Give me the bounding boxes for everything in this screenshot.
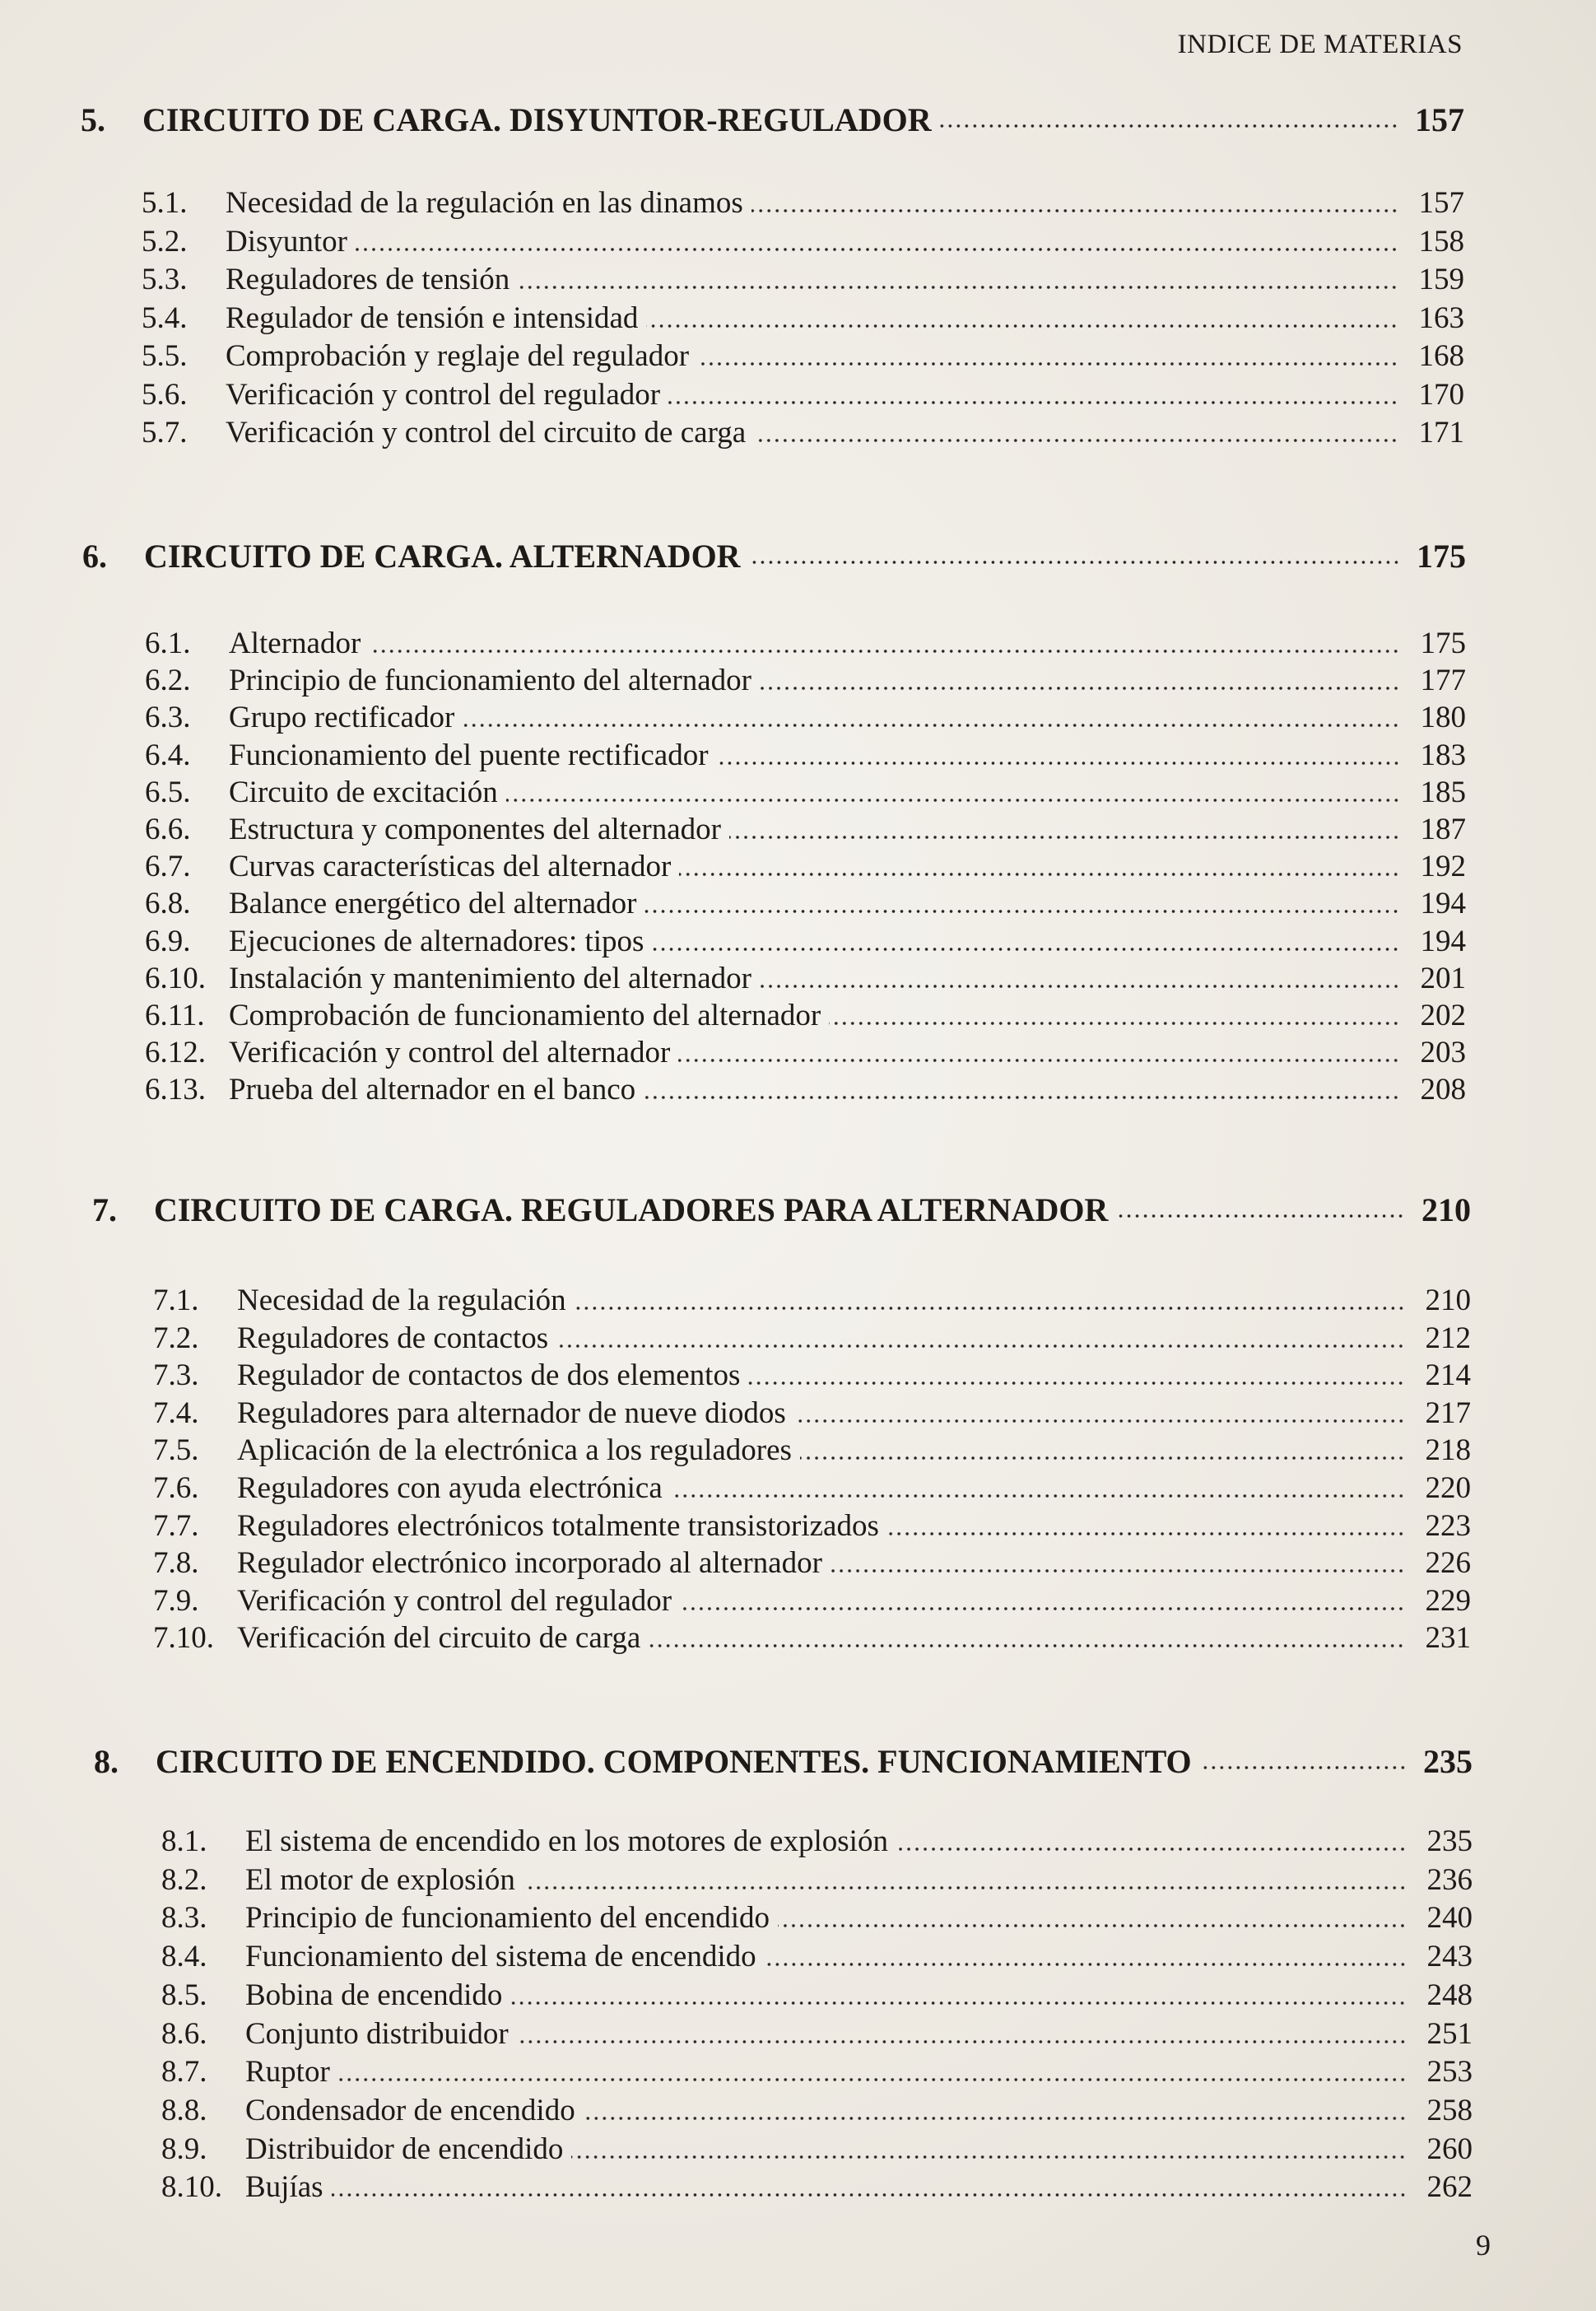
entry-page: 236 <box>1426 1862 1473 1897</box>
entry-page: 202 <box>1420 999 1466 1032</box>
entry-title: Condensador de encendido <box>245 2093 575 2127</box>
entry-title: Disyuntor <box>226 224 347 259</box>
entry-title: Curvas características del alternador <box>229 850 672 884</box>
entry-number: 6.8. <box>145 887 191 921</box>
toc-entry <box>142 262 1464 300</box>
dot-leader <box>671 1493 1405 1498</box>
section-title: CIRCUITO DE CARGA. DISYUNTOR-REGULADOR <box>142 101 932 138</box>
entry-page: 185 <box>1420 775 1466 809</box>
entry-number: 6.5. <box>145 775 191 809</box>
dot-leader <box>697 361 1398 366</box>
entry-page: 208 <box>1420 1073 1466 1107</box>
section-title: CIRCUITO DE CARGA. REGULADORES PARA ALTERNADOR <box>154 1191 1109 1228</box>
entry-title: Regulador de contactos de dos elementos <box>237 1358 741 1393</box>
entry-number: 7.1. <box>153 1284 199 1317</box>
entry-number: 8.5. <box>161 1978 207 2012</box>
entry-page: 177 <box>1420 664 1466 698</box>
dot-leader <box>679 872 1400 877</box>
entry-number: 7.9. <box>153 1583 199 1618</box>
entry-title: Funcionamiento del puente rectificador <box>229 738 709 772</box>
entry-title: Estructura y componentes del alternador <box>229 813 721 846</box>
dot-leader <box>556 1344 1405 1349</box>
toc-entry <box>142 301 1464 338</box>
entry-title: Comprobación de funcionamiento del alternador <box>229 999 821 1032</box>
entry-page: 171 <box>1418 416 1464 450</box>
entry-page: 158 <box>1418 224 1464 259</box>
entry-page: 220 <box>1425 1471 1471 1505</box>
toc-entry <box>153 1433 1471 1470</box>
entry-page: 183 <box>1420 738 1466 772</box>
dot-leader <box>1116 1214 1405 1218</box>
toc-entry <box>145 663 1466 701</box>
toc-entry <box>145 1072 1466 1110</box>
dot-leader <box>729 835 1400 840</box>
entry-title: Circuito de excitación <box>229 775 498 809</box>
entry-page: 214 <box>1425 1358 1471 1393</box>
dot-leader <box>517 2039 1407 2044</box>
toc-entry <box>161 2054 1473 2092</box>
toc-entry <box>142 377 1464 415</box>
toc-entry <box>153 1508 1471 1546</box>
entry-title: Prueba del alternador en el banco <box>229 1073 636 1107</box>
section-title: CIRCUITO DE ENCENDIDO. COMPONENTES. FUNCIONAMIENTO <box>156 1743 1192 1780</box>
toc-entry <box>142 338 1464 376</box>
entry-page: 159 <box>1418 263 1464 296</box>
toc-entry <box>153 1283 1471 1321</box>
entry-number: 7.7. <box>153 1508 199 1543</box>
entry-number: 6.11. <box>145 999 205 1032</box>
toc-entry <box>153 1545 1471 1583</box>
entry-title: Conjunto distribuidor <box>245 2016 509 2051</box>
toc-entry <box>161 1900 1473 1938</box>
entry-number: 6.10. <box>145 961 206 995</box>
entry-page: 194 <box>1420 924 1466 958</box>
entry-page: 229 <box>1425 1583 1471 1618</box>
entry-title: Necesidad de la regulación <box>237 1284 566 1317</box>
toc-entry <box>153 1358 1471 1395</box>
dot-leader <box>356 247 1398 252</box>
entry-number: 8.2. <box>161 1862 207 1897</box>
entry-title: Verificación y control del regulador <box>237 1583 672 1618</box>
dot-leader <box>748 1381 1405 1386</box>
entry-number: 5.1. <box>142 186 188 220</box>
entry-title: Reguladores de tensión <box>226 263 510 296</box>
dot-leader <box>678 1058 1400 1063</box>
entry-number: 5.6. <box>142 377 188 412</box>
dot-leader <box>644 909 1400 914</box>
entry-page: 163 <box>1418 301 1464 335</box>
dot-leader <box>584 2116 1407 2121</box>
section-page: 157 <box>1415 101 1464 138</box>
dot-leader <box>778 1923 1407 1928</box>
entry-title: Necesidad de la regulación en las dinamos <box>226 186 743 220</box>
entry-title: Bobina de encendido <box>245 1978 503 2012</box>
entry-page: 248 <box>1426 1978 1473 2012</box>
entry-number: 5.5. <box>142 339 188 373</box>
entry-number: 5.7. <box>142 416 188 450</box>
dot-leader <box>831 1568 1405 1573</box>
toc-entry <box>161 1824 1473 1861</box>
entry-number: 6.7. <box>145 850 191 884</box>
dot-leader <box>760 984 1400 989</box>
section-heading <box>82 537 1466 575</box>
toc-entry <box>161 1939 1473 1977</box>
section-number: 7. <box>92 1191 117 1228</box>
toc-entry <box>161 2016 1473 2054</box>
dot-leader <box>754 438 1398 443</box>
entry-title: Verificación y control del alternador <box>229 1036 671 1070</box>
entry-number: 6.1. <box>145 627 191 660</box>
entry-number: 6.12. <box>145 1036 206 1070</box>
toc-entry <box>145 961 1466 999</box>
page-number: 9 <box>1476 2229 1491 2262</box>
dot-leader <box>800 1456 1405 1461</box>
entry-page: 170 <box>1418 377 1464 412</box>
entry-number: 6.9. <box>145 924 191 958</box>
entry-page: 203 <box>1420 1036 1466 1070</box>
entry-page: 253 <box>1426 2055 1473 2090</box>
dot-leader <box>463 723 1400 728</box>
entry-title: Instalación y mantenimiento del alternador <box>229 961 751 995</box>
entry-page: 251 <box>1426 2016 1473 2051</box>
entry-page: 226 <box>1425 1546 1471 1581</box>
section-page: 210 <box>1422 1191 1471 1228</box>
toc-entry <box>145 812 1466 850</box>
section-number: 5. <box>81 101 105 138</box>
section-page: 235 <box>1423 1743 1473 1780</box>
dot-leader <box>506 798 1400 803</box>
toc-entry <box>153 1395 1471 1433</box>
entry-page: 212 <box>1425 1321 1471 1355</box>
entry-number: 7.2. <box>153 1321 199 1355</box>
toc-entry <box>145 700 1466 738</box>
entry-title: El motor de explosión <box>245 1862 515 1897</box>
dot-leader <box>896 1847 1407 1852</box>
entry-page: 218 <box>1425 1433 1471 1468</box>
entry-number: 8.9. <box>161 2132 207 2166</box>
entry-title: Reguladores para alternador de nueve diodos <box>237 1395 786 1430</box>
toc-entry <box>153 1321 1471 1358</box>
entry-page: 192 <box>1420 850 1466 884</box>
entry-title: Verificación del circuito de carga <box>237 1621 641 1656</box>
dot-leader <box>369 649 1400 654</box>
dot-leader <box>751 208 1398 213</box>
toc-entry <box>145 998 1466 1036</box>
dot-leader <box>887 1531 1405 1536</box>
section-title: CIRCUITO DE CARGA. ALTERNADOR <box>144 538 741 575</box>
toc-entry <box>145 849 1466 887</box>
dot-leader <box>794 1419 1405 1423</box>
dot-leader <box>829 1021 1400 1026</box>
entry-number: 8.4. <box>161 1940 207 1974</box>
entry-title: Grupo rectificador <box>229 701 455 735</box>
entry-title: Alternador <box>229 627 361 660</box>
dot-leader <box>652 947 1400 952</box>
entry-page: 262 <box>1426 2170 1473 2205</box>
entry-number: 6.2. <box>145 664 191 698</box>
entry-page: 157 <box>1418 186 1464 220</box>
entry-page: 217 <box>1425 1395 1471 1430</box>
toc-entry <box>145 886 1466 924</box>
toc-entry <box>161 2132 1473 2169</box>
toc-entry <box>145 924 1466 962</box>
entry-number: 8.8. <box>161 2093 207 2127</box>
entry-page: 168 <box>1418 339 1464 373</box>
dot-leader <box>518 285 1398 290</box>
entry-page: 187 <box>1420 813 1466 846</box>
entry-number: 7.6. <box>153 1471 199 1505</box>
toc-entry <box>153 1620 1471 1658</box>
entry-title: Principio de funcionamiento del encendido <box>245 1901 770 1936</box>
entry-title: Funcionamiento del sistema de encendido <box>245 1940 756 1974</box>
dot-leader <box>940 123 1398 128</box>
entry-number: 7.4. <box>153 1395 199 1430</box>
entry-number: 7.3. <box>153 1358 199 1393</box>
entry-number: 6.13. <box>145 1073 206 1107</box>
dot-leader <box>765 1962 1407 1967</box>
dot-leader <box>680 1606 1405 1611</box>
dot-leader <box>646 324 1398 328</box>
entry-page: 223 <box>1425 1508 1471 1543</box>
entry-number: 5.2. <box>142 224 188 259</box>
toc-entry <box>153 1583 1471 1621</box>
running-header: INDICE DE MATERIAS <box>1177 30 1463 59</box>
entry-number: 8.3. <box>161 1901 207 1936</box>
entry-number: 5.4. <box>142 301 188 335</box>
dot-leader <box>717 761 1400 766</box>
dot-leader <box>575 1306 1405 1311</box>
entry-title: Verificación y control del regulador <box>226 377 661 412</box>
section-heading <box>92 1190 1471 1228</box>
entry-number: 6.6. <box>145 813 191 846</box>
entry-number: 8.10. <box>161 2170 222 2205</box>
toc-entry <box>161 2169 1473 2207</box>
entry-page: 243 <box>1426 1940 1473 1974</box>
toc-entry <box>145 626 1466 664</box>
toc-entry <box>161 1862 1473 1900</box>
dot-leader <box>332 2192 1407 2197</box>
dot-leader <box>338 2077 1407 2082</box>
toc-entry <box>145 775 1466 813</box>
entry-title: Ejecuciones de alternadores: tipos <box>229 924 644 958</box>
dot-leader <box>523 1885 1407 1890</box>
entry-title: El sistema de encendido en los motores de explosión <box>245 1824 888 1858</box>
entry-page: 260 <box>1426 2132 1473 2166</box>
entry-page: 180 <box>1420 701 1466 735</box>
toc-entry <box>142 224 1464 262</box>
entry-page: 175 <box>1420 627 1466 660</box>
entry-number: 7.10. <box>153 1621 214 1656</box>
entry-page: 235 <box>1426 1824 1473 1858</box>
entry-title: Reguladores con ayuda electrónica <box>237 1471 663 1505</box>
section-number: 8. <box>94 1743 119 1780</box>
toc-entry <box>145 738 1466 776</box>
entry-title: Verificación y control del circuito de carga <box>226 416 747 450</box>
entry-number: 8.6. <box>161 2016 207 2051</box>
section-number: 6. <box>82 538 107 575</box>
toc-entry <box>142 185 1464 223</box>
entry-title: Distribuidor de encendido <box>245 2132 564 2166</box>
entry-title: Regulador electrónico incorporado al alternador <box>237 1546 822 1581</box>
entry-page: 258 <box>1426 2093 1473 2127</box>
entry-number: 5.3. <box>142 263 188 296</box>
section-page: 175 <box>1417 538 1466 575</box>
toc-entry <box>153 1470 1471 1508</box>
dot-leader <box>644 1095 1400 1100</box>
entry-title: Regulador de tensión e intensidad <box>226 301 639 335</box>
entry-title: Bujías <box>245 2170 323 2205</box>
section-heading <box>94 1742 1473 1780</box>
entry-page: 194 <box>1420 887 1466 921</box>
entry-title: Aplicación de la electrónica a los reguladores <box>237 1433 792 1468</box>
entry-page: 231 <box>1425 1621 1471 1656</box>
entry-title: Ruptor <box>245 2055 330 2090</box>
dot-leader <box>571 2155 1407 2160</box>
entry-title: Reguladores de contactos <box>237 1321 549 1355</box>
entry-title: Comprobación y reglaje del regulador <box>226 339 690 373</box>
dot-leader <box>749 560 1400 565</box>
entry-page: 240 <box>1426 1901 1473 1936</box>
entry-number: 6.3. <box>145 701 191 735</box>
dot-leader <box>649 1643 1405 1648</box>
toc-entry <box>161 1978 1473 2015</box>
entry-number: 7.8. <box>153 1546 199 1581</box>
entry-title: Balance energético del alternador <box>229 887 637 921</box>
entry-number: 7.5. <box>153 1433 199 1468</box>
entry-title: Principio de funcionamiento del alternador <box>229 664 751 698</box>
dot-leader <box>760 686 1400 691</box>
entry-number: 8.7. <box>161 2055 207 2090</box>
toc-entry <box>142 415 1464 453</box>
dot-leader <box>510 2001 1407 2006</box>
entry-page: 201 <box>1420 961 1466 995</box>
toc-entry <box>161 2093 1473 2131</box>
entry-title: Reguladores electrónicos totalmente transistorizados <box>237 1508 879 1543</box>
dot-leader <box>1200 1765 1407 1770</box>
dot-leader <box>668 400 1398 405</box>
entry-number: 8.1. <box>161 1824 207 1858</box>
toc-entry <box>145 1035 1466 1073</box>
entry-page: 210 <box>1425 1284 1471 1317</box>
entry-number: 6.4. <box>145 738 191 772</box>
section-heading <box>81 100 1464 138</box>
